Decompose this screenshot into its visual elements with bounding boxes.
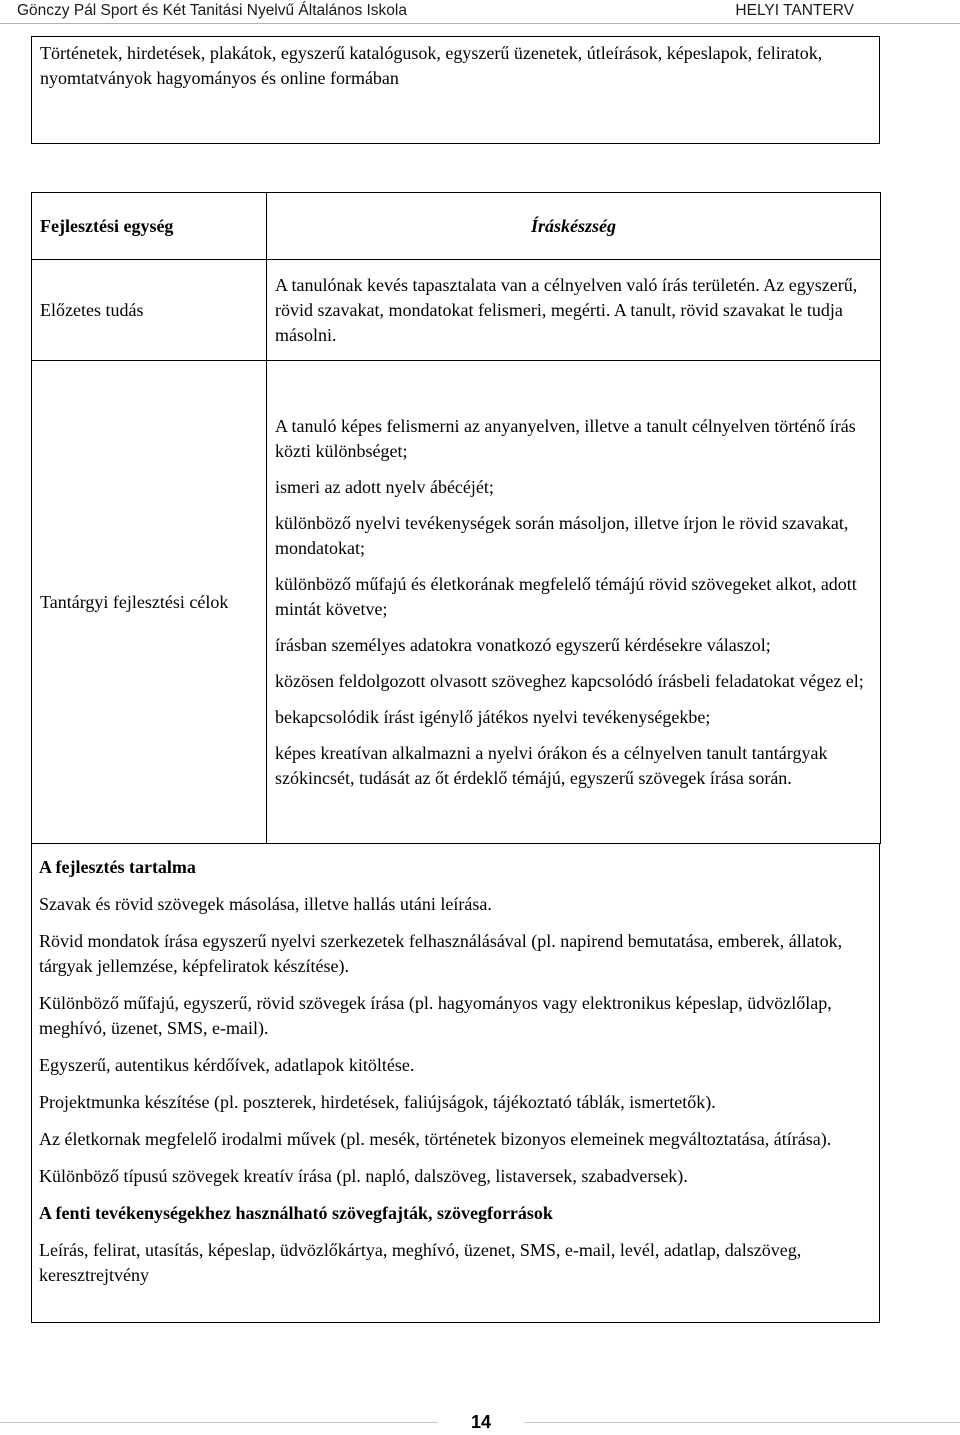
header-rule	[0, 23, 960, 24]
content-item: Egyszerű, autentikus kérdőívek, adatlapok kitöltése.	[39, 1055, 415, 1075]
page-number: 14	[470, 1412, 492, 1432]
school-name: Gönczy Pál Sport és Két Tanitási Nyelvű Általános Iskola	[17, 2, 407, 19]
prior-knowledge-value: A tanulónak kevés tapasztalata van a célnyelven való írás területén. Az egyszerű, rövid szavakat, mondatokat felismeri, megérti. A tanult, rövid szavakat le tudja másolni.	[267, 260, 881, 361]
text-sources-text: Történetek, hirdetések, plakátok, egyszerű katalógusok, egyszerű üzenetek, útleírások, képeslapok, feliratok, nyomtatványok hagyományos és online formában	[40, 43, 823, 88]
goal-item: különböző nyelvi tevékenységek során másoljon, illetve írjon le rövid szavakat, mondatokat;	[275, 512, 849, 558]
goal-item: képes kreatívan alkalmazni a nyelvi órákon és a célnyelven tanult tantárgyak szókincsét, tudását az őt érdeklő témájú, egyszerű szövegek írása során.	[275, 742, 828, 788]
goal-item: bekapcsolódik írást igénylő játékos nyelvi tevékenységekbe;	[275, 706, 711, 727]
unit-value: Íráskészség	[267, 193, 881, 260]
goals-list	[267, 361, 881, 844]
content-box	[31, 843, 880, 1323]
text-types-heading: A fenti tevékenységekhez használható szövegfajták, szövegforrások	[39, 1203, 553, 1223]
prior-knowledge-label: Előzetes tudás	[32, 260, 267, 361]
unit-row	[32, 193, 881, 260]
unit-label: Fejlesztési egység	[32, 193, 267, 260]
goals-row	[32, 361, 881, 844]
content-item: Szavak és rövid szövegek másolása, illetve hallás utáni leírása.	[39, 894, 492, 914]
document-type: HELYI TANTERV	[735, 2, 854, 19]
goals-label: Tantárgyi fejlesztési célok	[32, 361, 267, 844]
page-header	[0, 0, 960, 24]
content-item: Az életkornak megfelelő irodalmi művek (pl. mesék, történetek bizonyos elemeinek megváltoztatása, átírása).	[39, 1129, 832, 1149]
footer-rule-right	[524, 1422, 960, 1423]
content-item: Rövid mondatok írása egyszerű nyelvi szerkezetek felhasználásával (pl. napirend bemutatása, emberek, állatok, tárgyak jellemzése, képfeliratok készítése).	[39, 931, 843, 976]
goal-item: közösen feldolgozott olvasott szöveghez kapcsolódó írásbeli feladatokat végez el;	[275, 670, 864, 691]
goal-item: írásban személyes adatokra vonatkozó egyszerű kérdésekre válaszol;	[275, 634, 771, 655]
text-sources-box	[31, 36, 880, 144]
goal-item: különböző műfajú és életkorának megfelelő témájú rövid szövegeket alkot, adott mintát követve;	[275, 573, 857, 619]
goal-item: ismeri az adott nyelv ábécéjét;	[275, 476, 494, 497]
content-item: Különböző típusú szövegek kreatív írása (pl. napló, dalszöveg, listaversek, szabadversek).	[39, 1166, 688, 1186]
content-item: Különböző műfajú, egyszerű, rövid szövegek írása (pl. hagyományos vagy elektronikus képeslap, üdvözlőlap, meghívó, üzenet, SMS, e-mail).	[39, 993, 832, 1038]
footer-rule-left	[0, 1422, 438, 1423]
development-unit-table	[31, 192, 881, 844]
page-footer	[0, 1412, 960, 1432]
text-types-list: Leírás, felirat, utasítás, képeslap, üdvözlőkártya, meghívó, üzenet, SMS, e-mail, levél, adatlap, dalszöveg, keresztrejtvény	[39, 1240, 802, 1285]
content-item: Projektmunka készítése (pl. poszterek, hirdetések, faliújságok, tájékoztató táblák, ismertetők).	[39, 1092, 716, 1112]
content-heading: A fejlesztés tartalma	[39, 857, 196, 877]
goal-item: A tanuló képes felismerni az anyanyelven, illetve a tanult célnyelven történő írás közti különbséget;	[275, 415, 856, 461]
prior-knowledge-row	[32, 260, 881, 361]
